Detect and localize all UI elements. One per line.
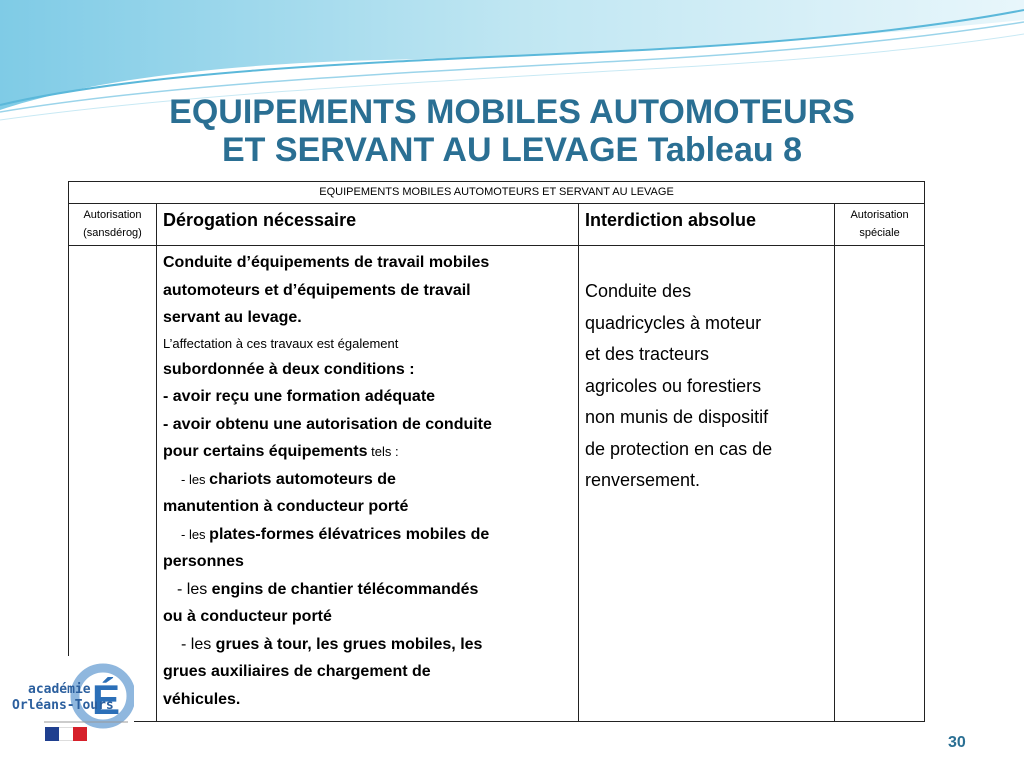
derogation-dash: - les — [181, 526, 210, 542]
interdiction-line: Conduite des — [585, 281, 692, 301]
col-header-autorisation-line1: Autorisation — [83, 209, 142, 221]
derogation-line — [163, 466, 574, 494]
interdiction-line: quadricycles à moteur — [585, 312, 762, 333]
derogation-line: Conduite d’équipements de travail mobiles — [163, 254, 490, 271]
slide-title-line2: ET SERVANT AU LEVAGE Tableau 8 — [222, 131, 802, 169]
interdiction-line: agricoles ou forestiers — [585, 375, 762, 396]
table-header-row — [69, 182, 925, 204]
derogation-line: subordonnée à deux conditions : — [163, 360, 415, 378]
col-header-autorisation-speciale — [835, 204, 925, 246]
interdiction-line: non munis de dispositif — [585, 407, 769, 427]
svg-text:É: É — [92, 676, 121, 723]
derogation-dash: - les — [181, 635, 216, 653]
logo-text-academie: académie — [28, 682, 91, 697]
slide-title — [0, 93, 1024, 169]
derogation-dash: - les — [181, 471, 210, 487]
derogation-text: plates-formes élévatrices mobiles de — [209, 525, 490, 543]
cell-speciale-empty — [835, 246, 925, 722]
regulation-table — [68, 181, 925, 722]
derogation-line — [163, 438, 574, 466]
col-header-autorisation-line2: (sansdérog) — [83, 227, 142, 239]
derogation-text: pour certains équipements — [163, 443, 368, 460]
interdiction-line: et des tracteurs — [585, 344, 710, 364]
derogation-line: automoteurs et d’équipements de travail — [163, 281, 471, 299]
cell-autorisation-empty — [69, 246, 157, 722]
col-header-derogation: Dérogation nécessaire — [157, 204, 579, 246]
derogation-line: véhicules. — [163, 690, 241, 708]
col-header-autorisation — [69, 204, 157, 246]
derogation-text: tels : — [367, 444, 399, 459]
col-header-speciale-line1: Autorisation — [850, 209, 909, 221]
table-column-header-row — [69, 204, 925, 246]
derogation-line: grues auxiliaires de chargement de — [163, 663, 431, 680]
cell-interdiction — [579, 246, 835, 722]
derogation-line: personnes — [163, 553, 244, 570]
french-flag-icon — [45, 727, 87, 741]
derogation-line — [163, 631, 574, 659]
derogation-line: L’affectation à ces travaux est également — [163, 335, 399, 351]
derogation-line — [163, 521, 574, 549]
derogation-text: grues à tour, les grues mobiles, les — [215, 635, 483, 653]
derogation-line: manutention à conducteur porté — [163, 498, 409, 515]
interdiction-line: de protection en cas de — [585, 438, 773, 459]
table-row — [69, 246, 925, 722]
derogation-text: engins de chantier télécommandés — [211, 580, 479, 598]
cell-derogation — [157, 246, 579, 722]
page-number: 30 — [948, 734, 966, 751]
derogation-line — [163, 576, 574, 604]
derogation-line: - avoir obtenu une autorisation de conduite — [163, 415, 492, 433]
slide-title-line1: EQUIPEMENTS MOBILES AUTOMOTEURS — [169, 93, 855, 131]
derogation-dash: - les — [177, 580, 212, 598]
derogation-line: - avoir reçu une formation adéquate — [163, 388, 436, 405]
table-header-title: EQUIPEMENTS MOBILES AUTOMOTEURS ET SERVANT AU LEVAGE — [69, 182, 925, 204]
derogation-text: chariots automoteurs de — [209, 470, 396, 488]
col-header-speciale-line2: spéciale — [859, 227, 900, 239]
col-header-interdiction: Interdiction absolue — [579, 204, 835, 246]
logo-text-orleans-tours: Orléans-Tours — [12, 698, 114, 713]
derogation-line: ou à conducteur porté — [163, 608, 332, 625]
interdiction-line: renversement. — [585, 470, 701, 490]
derogation-line: servant au levage. — [163, 309, 302, 326]
